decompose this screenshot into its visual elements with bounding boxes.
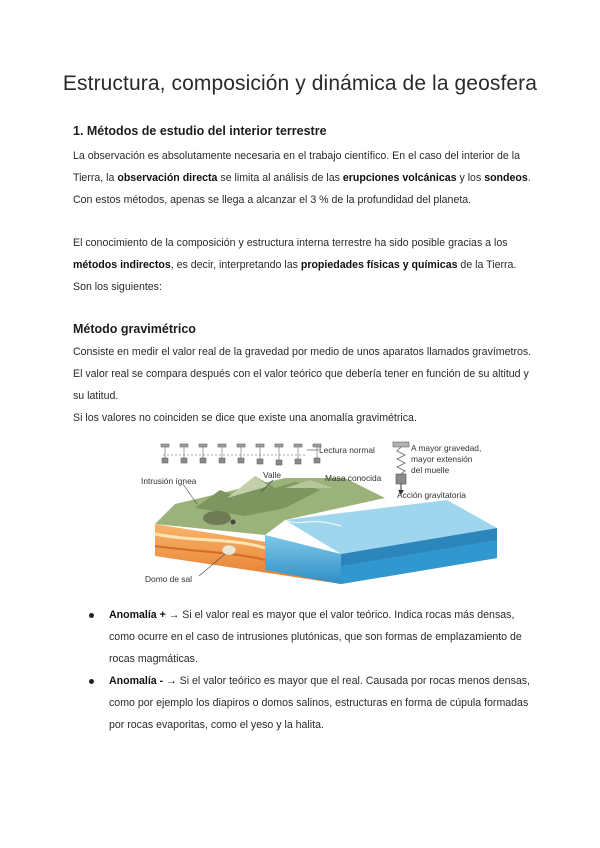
bold-erupciones: erupciones volcánicas: [342, 172, 457, 184]
bold-propiedades: propiedades físicas y químicas: [300, 259, 458, 271]
spring-gravimeter-icon: [393, 442, 409, 495]
label-domo-de-sal: Domo de sal: [145, 574, 193, 584]
list-item-positive-anomaly: [73, 604, 543, 670]
paragraph-indirect-methods: [73, 232, 533, 298]
label-del-muelle: del muelle: [411, 465, 450, 475]
gravimeter-icon: [180, 444, 188, 463]
text: El conocimiento de la composición y estructura interna terrestre ha sido posible gracias a los: [73, 237, 508, 249]
bullet-dot-icon: [89, 613, 94, 618]
gravimeter-row: [161, 444, 321, 465]
bullet-dot-icon: [89, 679, 94, 684]
text: Consiste en medir el valor real de la gravedad por medio de unos aparatos llamados gravímetros. El valor real se compara después con el valor teórico que debería tener en función de su altitud y su latitud.: [73, 346, 532, 402]
label-masa-conocida: Masa conocida: [325, 473, 382, 483]
gravimeter-icon: [161, 444, 169, 463]
paragraph-gravimetric: [73, 341, 533, 429]
bold-anomalia-positiva: Anomalía +: [109, 609, 166, 621]
list-item-negative-anomaly: [73, 670, 543, 736]
gravimeter-icon: [256, 444, 264, 464]
label-mayor-extension: mayor extensión: [411, 454, 473, 464]
bold-sondeos: sondeos: [484, 172, 528, 184]
gravimeter-icon: [294, 444, 302, 464]
valley-marker: [231, 520, 236, 525]
bold-anomalia-negativa: Anomalía -: [109, 675, 164, 687]
anomaly-list: [73, 604, 543, 736]
text: , es decir, interpretando las: [170, 259, 301, 271]
text: . Con estos métodos, apenas se llega a alcanzar el 3 % de la profundidad del planeta.: [73, 172, 531, 206]
page-title: Estructura, composición y dinámica de la geosfera: [62, 72, 538, 95]
label-lectura-normal: Lectura normal: [319, 445, 375, 455]
paragraph-direct-observation: [73, 145, 533, 211]
text: se limita al análisis de las: [217, 172, 343, 184]
salt-dome: [222, 545, 236, 555]
gravimeter-icon: [218, 444, 226, 463]
text: y los: [456, 172, 485, 184]
intrusion: [203, 511, 231, 525]
text: Si los valores no coinciden se dice que existe una anomalía gravimétrica.: [73, 412, 417, 424]
label-valle: Valle: [263, 470, 282, 480]
section-heading-methods: 1. Métodos de estudio del interior terrestre: [73, 124, 327, 138]
label-intrusion-ignea: Intrusión ígnea: [141, 476, 197, 486]
text: de la Tierra. Son los siguientes:: [73, 259, 517, 293]
gravimeter-icon: [237, 444, 245, 463]
text: → Si el valor teórico es mayor que el real. Causada por rocas menos densas, como por ejemplo los diapiros o domos salinos, estructuras en forma de cúpula formadas por rocas evaporitas, como el yeso y la halita.: [109, 675, 530, 731]
text: → Si el valor real es mayor que el valor teórico. Indica rocas más densas, como ocurre en el caso de intrusiones plutónicas, que son formas de emplazamiento de rocas magmáticas.: [109, 609, 522, 665]
gravimetry-illustration: [135, 438, 505, 588]
label-mayor-gravedad: A mayor gravedad,: [411, 443, 482, 453]
gravimeter-icon: [275, 444, 283, 465]
gravimeter-icon: [199, 444, 207, 463]
gravimetry-diagram: [135, 438, 505, 588]
label-accion-gravitatoria: Acción gravitatoria: [397, 490, 466, 500]
section-heading-gravimetric: Método gravimétrico: [73, 322, 196, 336]
bold-observacion-directa: observación directa: [117, 172, 218, 184]
bold-metodos-indirectos: métodos indirectos: [73, 259, 171, 271]
text: La observación es absolutamente necesaria en el trabajo científico. En el caso del interior de la Tierra, la: [73, 150, 520, 184]
